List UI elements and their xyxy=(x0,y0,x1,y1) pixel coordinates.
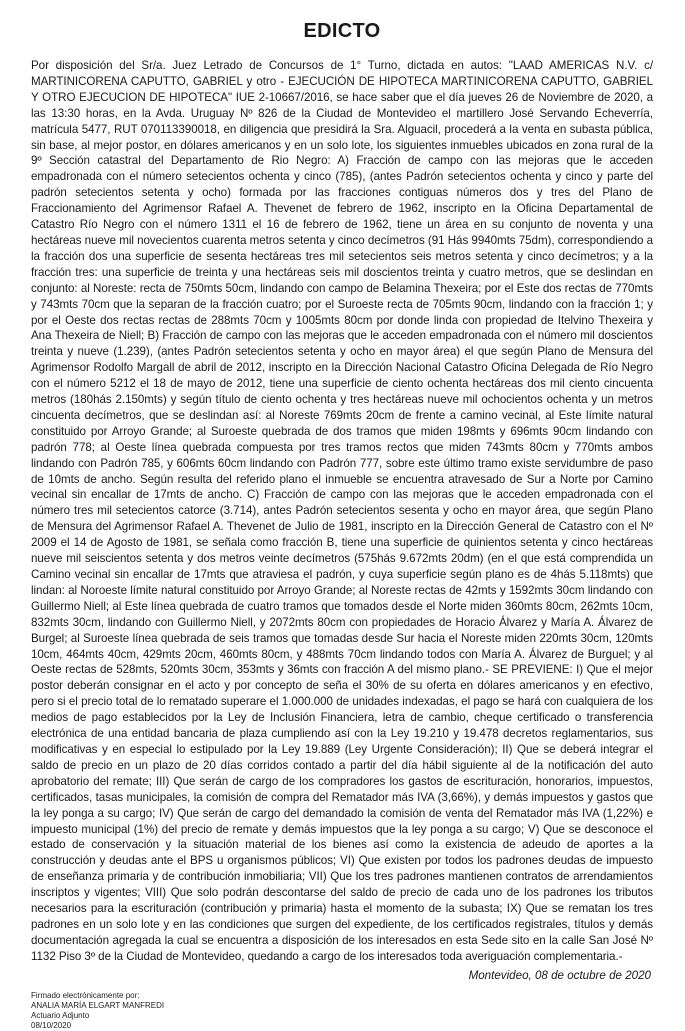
signature-caption: Firmado electrónicamente por: xyxy=(31,990,140,1000)
signer-role: Actuario Adjunto xyxy=(31,1010,90,1020)
signature-date: 08/10/2020 xyxy=(31,1020,72,1030)
electronic-signature-block xyxy=(31,991,653,1031)
signer-name: ANALIA MARÍA ELGART MANFREDI xyxy=(31,1000,165,1010)
date-line: Montevideo, 08 de octubre de 2020 xyxy=(468,968,651,982)
document-title: EDICTO xyxy=(303,20,381,42)
edict-body-text: Por disposición del Sr/a. Juez Letrado de Concursos de 1° Turno, dictada en autos: "LAAD AMERICAS N.V. c/ MARTINICORENA CAPUTTO, GABRIEL y otro - EJECUCIÓN DE HIPOTECA MARTINICORENA CAPUTTO, GABRIEL Y OTRO EJECUCION DE HIPOTECA" IUE 2-10667/2016, se hace saber que el día jueves 26 de Noviembre de 2020, a las 13:30 horas, en la Avda. Uruguay Nº 826 de la Ciudad de Montevideo el martillero José Servando Echeverría, matrícula 5477, RUT 070113390018, en diligencia que presidirá la Sra. Alguacil, procederá a la venta en subasta pública, sin base, al mejor postor, en dólares americanos y en un solo lote, los siguientes inmuebles ubicados en zona rural de la 9º Sección catastral del Departamento de Rio Negro: A) Fracción de campo con las mejoras que le acceden empadronada con el número setecientos ochenta y cinco (785), (antes Padrón setecientos ochenta y cinco y parte del padrón setecientos setenta y ocho) formada por las fracciones contiguas números dos y tres del Plano de Fraccionamiento del Agrimensor Rafael A. Thevenet de febrero de 1962, inscripto en la Oficina Departamental de Catastro Río Negro con el número 1311 el 16 de febrero de 1962, tiene un área en su conjunto de noventa y una hectáreas nueve mil novecientos cuarenta metros setenta y cinco decímetros (91 Hás 9940mts 75dm), correspondiendo a la fracción dos una superficie de sesenta hectáreas tres mil setecientos seis metros setenta y cinco decímetros; y a la fracción tres: una superficie de treinta y una hectáreas seis mil doscientos treinta y cuatro metros, que se deslindan en conjunto: al Noreste: recta de 750mts 50cm, lindando con campo de Belamina Thexeira; por el Este dos rectas de 770mts y 743mts 70cm que la separan de la fracción cuatro; por el Suroeste recta de 705mts 90cm, lindando con la fracción 1; y por el Oeste dos rectas rectas de 288mts 70cm y 1005mts 80cm por donde linda con propiedad de Itelvino Thexeira y Ana Thexeira de Niell; B) Fracción de campo con las mejoras que le acceden empadronada con el número mil doscientos treinta y nueve (1.239), (antes Padrón setecientos setenta y ocho en mayor área) el que según Plano de Mensura del Agrimensor Rodolfo Margall de abril de 2012, inscripto en la Dirección Nacional Catastro Oficina Delegada de Río Negro con el número 5212 el 18 de mayo de 2012, tiene una superficie de ciento ochenta hectáreas dos mil ciento cincuenta metros (180hás 2.150mts) y según título de ciento ochenta y tres hectáreas nueve mil ochocientos ochenta y un metros cincuenta decímetros, que se deslindan así: al Noreste 769mts 20cm de frente a camino vecinal, al Este límite natural constituido por Arroyo Grande; al Suroeste quebrada de dos tramos que miden 198mts y 696mts 90cm lindando con padrón 778; al Oeste línea quebrada compuesta por tres tramos rectos que miden 743mts 80cm y 770mts ambos lindando con Padrón 785, y 606mts 60cm lindando con Padrón 777, sobre este último tramo existe servidumbre de paso de 10mts de ancho. Según resulta del referido plano el inmueble se encuentra atravesado de Sur a Norte por Camino vecinal sin encallar de 17mts de ancho. C) Fracción de campo con las mejoras que le acceden empadronada con el número tres mil setecientos catorce (3.714), antes Padrón setecientos sesenta y ocho en mayor área, que según Plano de Mensura del Agrimensor Rafael A. Thevenet de Julio de 1981, inscripto en la Dirección General de Catastro con el Nº 2009 el 14 de Agosto de 1981, se señala como fracción B, tiene una superficie de quinientos setenta y cinco hectáreas nueve mil seiscientos setenta y dos metros veinte decímetros (575hás 9.672mts 20dm) (en el que está comprendida un Camino vecinal sin encallar de 17mts que atraviesa el padrón, y cuya superficie según plano es de 4hás 5.118mts) que lindan: al Noroeste límite natural constituido por Arroyo Grande; al Noreste rectas de 42mts y 1592mts 30cm lindando con Guillermo Niell; al Este línea quebrada de cuatro tramos que tomados desde el Norte miden 360mts 80cm, 262mts 10cm, 832mts 30cm, lindando con Guillermo Niell, y 2072mts 80cm con propiedades de Horacio Álvarez y María A. Álvarez de Burgel; al Suroeste línea quebrada de seis tramos que tomadas desde Sur hacia el Noreste miden 220mts 30cm, 120mts 10cm, 464mts 40cm, 429mts 20cm, 460mts 80cm, y 488mts 70cm lindando todos con María A. Álvarez de Burguel; y al Oeste rectas de 528mts, 520mts 30cm, 353mts y 36mts con fracción A del mismo plano.- SE PREVIENE: I) Que el mejor postor deberán consignar en el acto y por concepto de seña el 30% de su oferta en dólares americanos y en efectivo, pero si el precio total de lo rematado superare el 1.000.000 de unidades indexadas, el pago se hará con cualquiera de los medios de pago establecidos por la Ley de Inclusión Financiera, letra de cambio, cheque certificado o transferencia electrónica de una entidad bancaria de plaza cumpliendo así con la Ley 19.210 y 19.478 decretos reglamentarios, sus modificativas y en especial lo estipulado por la Ley 19.889 (Ley Urgente Consideración); II) Que se deberá integrar el saldo de precio en un plazo de 20 días corridos contado a partir del día hábil siguiente al de la notificación del auto aprobatorio del remate; III) Que serán de cargo de los compradores los gastos de escrituración, honorarios, impuestos, certificados, tasas municipales, la comisión de compra del Rematador más IVA (3,66%), y demás impuestos y gastos que la ley ponga a su cargo; IV) Que serán de cargo del demandado la comisión de venta del Rematador más IVA (1,22%) e impuesto municipal (1%) del precio de remate y demás impuestos que la ley ponga a su cargo; V) Que se desconoce el estado de conservación y la situación material de los bienes así como la existencia de adeudo de aportes a la construcción y deudas ante el BPS u organismos públicos; VI) Que existen por todos los padrones deudas de impuesto de enseñanza primaria y de contribución inmobiliaria; VII) Que los tres padrones mantienen contratos de arrendamientos inscriptos y vigentes; VIII) Que solo podrán descontarse del saldo de precio de cada uno de los padrones los tributos necesarios para la escrituración (contribución y primaria) hasta el momento de la subasta; IX) Que se rematan los tres padrones en un solo lote y en las condiciones que surgen del expediente, de los certificados registrales, títulos y demás documentación agregada la cual se encuentra a disposición de los interesados en esta Sede sito en la calle San José Nº 1132 Piso 3º de la Ciudad de Montevideo, quedando a cargo de los interesados toda averiguación complementaria.- xyxy=(31,59,653,963)
edict-page xyxy=(31,18,653,1031)
